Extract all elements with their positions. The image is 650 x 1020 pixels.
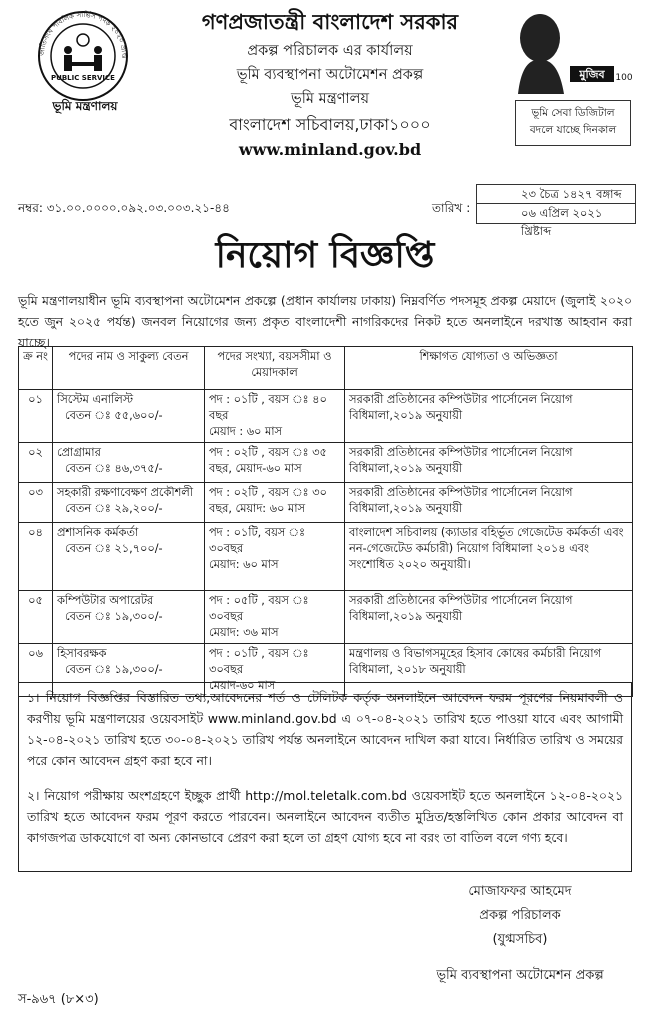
office-line: প্রকল্প পরিচালক এর কার্যালয় — [247, 43, 413, 59]
project-line: ভূমি ব্যবস্থাপনা অটোমেশন প্রকল্প — [236, 67, 424, 83]
logo-ring-text: জাতিসংঘ পাবলিক সার্ভিস পদক ২০২০ প্রাপ্ত — [37, 10, 129, 59]
website-link[interactable]: www.minland.gov.bd — [238, 140, 422, 159]
post-count: পদ : ০২টি , বয়স ঃ ৩০ — [209, 486, 327, 499]
row-serial: ০৪ — [19, 523, 53, 591]
row-post — [53, 443, 205, 483]
header-post: পদের নাম ও সাকুল্য বেতন — [53, 347, 205, 390]
date-box — [476, 184, 636, 238]
row-count — [205, 390, 345, 443]
row-post — [53, 591, 205, 644]
note-item: ১। নিয়োগ বিজ্ঞপ্তির বিস্তারিত তথ্য,আবেদনের শর্ত ও টেলিটক কর্তৃক অনলাইনে আবেদন ফরম পূরণের নিয়মাবলী ও করণীয় ভূমি মন্ত্রণালয়ের ওয়েবসাইট www.minland.gov.bd এ ০৭-০৪-২০২১ তারিখ হতে পাওয়া যাবে এবং আগামী ১২-০৪-২০২১ তারিখ হতে ৩০-০৪-২০২১ তারিখ পর্যন্ত অনলাইনে আবেদন দাখিল করা যাবে। নির্ধারিত তারিখ ও সময়ের পরে কোন আবেদন গ্রহণ করা হবে না। — [27, 690, 623, 768]
row-count — [205, 483, 345, 523]
address-line: বাংলাদেশ সচিবালয়,ঢাকা১০০০ — [229, 115, 431, 134]
header-qualification: শিক্ষাগত যোগ্যতা ও অভিজ্ঞতা — [345, 347, 633, 390]
date-english: ০৬ এপ্রিল ২০২১ খ্রিষ্টাব্দ — [477, 203, 635, 240]
signatory-title: প্রকল্প পরিচালক — [479, 908, 561, 923]
row-qualification: বাংলাদেশ সচিবালয় (ক্যাডার বহির্ভূত গেজেটেড কর্মকর্তা এবং নন-গেজেটেড কর্মচারী) নিয়োগ বিধিমালা ২০১৪ এবং সংশোধিত ২০২০ অনুযায়ী। — [345, 523, 633, 591]
note-item: ২। নিয়োগ পরীক্ষায় অংশগ্রহণে ইচ্ছুক প্রার্থী http://mol.teletalk.com.bd ওয়েবসাইট হতে অনলাইনে ১২-০৪-২০২১ তারিখ হতে আবেদন ফরম পূরণ করতে পারবেন। অনলাইনে আবেদন ব্যতীত মুদ্রিত/হস্তলিখিত কোন প্রকার আবেদন বা কাগজপত্র ডাকযোগে বা অন্য কোনভাবে প্রেরণ করা হলে তা গ্রহণ যোগ্য হবে না বরং তা বাতিল বলে গণ্য হবে। — [27, 788, 623, 845]
post-term: বছর, মেয়াদ-৬০ মাস — [209, 462, 302, 475]
table-row — [19, 483, 633, 523]
table-row — [19, 390, 633, 443]
header-serial: ক্র নং — [19, 347, 53, 390]
row-serial: ০৩ — [19, 483, 53, 523]
row-count — [205, 523, 345, 591]
post-salary: বেতন ঃ ১৯,৩০০/- — [65, 610, 163, 623]
slogan-line-2: বদলে যাচ্ছে দিনকাল — [529, 124, 617, 136]
post-term: বছর, মেয়াদ: ৬০ মাস — [209, 502, 305, 515]
post-count: পদ : ০২টি , বয়স ঃ ৩৫ — [209, 446, 327, 459]
post-salary: বেতন ঃ ২৯,২০০/- — [65, 502, 163, 515]
table-row — [19, 443, 633, 483]
row-post — [53, 390, 205, 443]
header-count: পদের সংখ্যা, বয়সসীমা ও মেয়াদকাল — [205, 347, 345, 390]
post-salary: বেতন ঃ ২১,৭০০/- — [65, 542, 163, 555]
row-serial: ০২ — [19, 443, 53, 483]
row-qualification: সরকারী প্রতিষ্ঠানের কম্পিউটার পার্সোনেল নিয়োগ বিধিমালা,২০১৯ অনুযায়ী — [345, 483, 633, 523]
post-name: হিসাবরক্ষক — [57, 647, 107, 660]
post-count: পদ : ০১টি , বয়স ঃ ৪০ বছর — [209, 393, 327, 422]
post-salary: বেতন ঃ ৪৬,৩৭৫/- — [65, 462, 163, 475]
post-term: মেয়াদ: ৩৬ মাস — [209, 626, 279, 639]
signatory-project: ভূমি ব্যবস্থাপনা অটোমেশন প্রকল্প — [436, 968, 604, 983]
post-name: প্রোগ্রামার — [57, 446, 101, 459]
signatory-name: মোজাফফর আহমেদ — [468, 884, 572, 899]
row-serial: ০৫ — [19, 591, 53, 644]
table-header-row — [19, 347, 633, 390]
mujib-text: মুজিব — [579, 68, 605, 81]
government-title: গণপ্রজাতন্ত্রী বাংলাদেশ সরকার — [201, 10, 459, 34]
post-name: সিস্টেম এনালিস্ট — [57, 393, 133, 406]
post-term: মেয়াদ: ৬০ মাস — [209, 558, 279, 571]
post-salary: বেতন ঃ ৫৫,৬০০/- — [65, 409, 163, 422]
mujib-portrait-image — [512, 8, 632, 94]
row-qualification: সরকারী প্রতিষ্ঠানের কম্পিউটার পার্সোনেল নিয়োগ বিধিমালা,২০১৯ অনুযায়ী — [345, 390, 633, 443]
row-count — [205, 443, 345, 483]
row-post — [53, 483, 205, 523]
intro-paragraph: ভূমি মন্ত্রণালয়াধীন ভূমি ব্যবস্থাপনা অটোমেশন প্রকল্পে (প্রধান কার্যালয় ঢাকায়) নিম্নবর্ণিত পদসমূহ প্রকল্প মেয়াদে (জুলাই ২০২০ হতে জুন ২০২৫ পর্যন্ত) জনবল নিয়োগের জন্য প্রকৃত বাংলাদেশী নাগরিকদের নিকট হতে অনলাইনে দরখাস্ত আহবান করা যাচ্ছে। — [18, 293, 632, 350]
signature-block — [420, 880, 620, 988]
reference-number: নম্বর: ৩১.০০.০০০০.০৯২.০৩.০০৩.২১-৪৪ — [18, 201, 230, 215]
table-row — [19, 523, 633, 591]
notice-heading: নিয়োগ বিজ্ঞপ্তি — [215, 235, 435, 276]
footer-code: স-৯৬৭ (৮×৩) — [18, 992, 99, 1007]
post-count: পদ : ০১টি, বয়স ঃ ৩০বছর — [209, 526, 305, 555]
row-serial: ০১ — [19, 390, 53, 443]
signatory-rank: (যুগ্মসচিব) — [492, 932, 548, 947]
post-salary: বেতন ঃ ১৯,৩০০/- — [65, 663, 163, 676]
mujib-number: 100 — [615, 73, 632, 83]
table-row — [19, 591, 633, 644]
date-label: তারিখ : — [432, 201, 471, 215]
posts-table — [18, 346, 633, 697]
ministry-line: ভূমি মন্ত্রণালয় — [290, 91, 370, 107]
row-count — [205, 591, 345, 644]
row-qualification: মন্ত্রণালয় ও বিভাগসমূহের হিসাব কোষের কর্মচারী নিয়োগ বিধিমালা, ২০১৮ অনুযায়ী — [345, 644, 633, 697]
post-count: পদ : ০১টি , বয়স ঃ ৩০বছর — [209, 647, 309, 676]
row-post — [53, 523, 205, 591]
ministry-logo — [28, 10, 138, 110]
logo-inner-text: PUBLIC SERVICE — [51, 74, 115, 82]
notes-box — [18, 682, 632, 872]
post-count: পদ : ০৫টি , বয়স ঃ ৩০বছর — [209, 594, 309, 623]
row-qualification: সরকারী প্রতিষ্ঠানের কম্পিউটার পার্সোনেল নিয়োগ বিধিমালা,২০১৯ অনুযায়ী — [345, 443, 633, 483]
post-name: প্রশাসনিক কর্মকর্তা — [57, 526, 139, 539]
post-name: কম্পিউটার অপারেটর — [57, 594, 154, 607]
date-bangla: ২৩ চৈত্র ১৪২৭ বঙ্গাব্দ — [521, 187, 622, 201]
row-qualification: সরকারী প্রতিষ্ঠানের কম্পিউটার পার্সোনেল নিয়োগ বিধিমালা,২০১৯ অনুযায়ী — [345, 591, 633, 644]
post-term: মেয়াদ : ৬০ মাস — [209, 425, 283, 438]
post-term: মেয়াদ-৬০ মাস — [209, 679, 276, 692]
slogan-line-1: ভূমি সেবা ডিজিটাল — [531, 107, 615, 119]
slogan-box — [515, 100, 631, 146]
row-serial: ০৬ — [19, 644, 53, 697]
post-name: সহকারী রক্ষণাবেক্ষণ প্রকৌশলী — [57, 486, 193, 499]
logo-caption: ভূমি মন্ত্রণালয় — [52, 99, 118, 113]
